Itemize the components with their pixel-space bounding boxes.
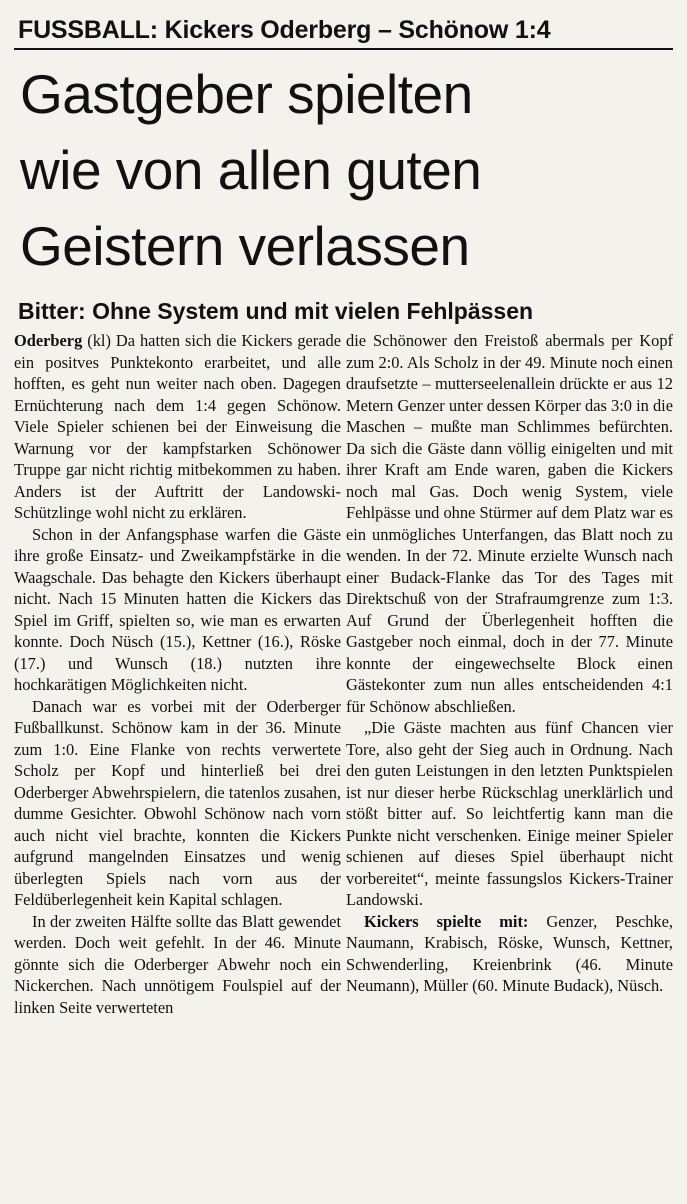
subheadline: Bitter: Ohne System und mit vielen Fehlpässen bbox=[18, 298, 534, 324]
article-body bbox=[14, 330, 673, 1018]
paragraph-1 bbox=[14, 330, 341, 524]
headline-line-3: Geistern verlassen bbox=[20, 215, 470, 277]
paragraph-3: Danach war es vorbei mit der Oderberger Fußballkunst. Schönow kam in der 36. Minute zum 1:0. Eine Flanke von rechts verwertete Scholz per Kopf und hinterließ bei drei Oderberger Abwehrspielern, die tatenlos zusahen, dumme Gesichter. Obwohl Schönow nach vorn auch nicht viel brachte, konnten die Kickers aufgrund mangelnden Einsatzes und wenig überlegten Spiels nach vorn aus der Feldüberlegenheit kein Kapital schlagen. bbox=[14, 696, 341, 909]
headline-line-2: wie von allen guten bbox=[20, 139, 482, 201]
lineup-players: Genzer, Peschke, Naumann, Krabisch, Röske, Wunsch, Kettner, Schwenderling, Kreienbrink (46. Minute Neumann), Müller (60. Minute Budack), Nüsch. bbox=[346, 911, 673, 995]
paragraph-6: „Die Gäste machten aus fünf Chancen vier Tore, also geht der Sieg auch in Ordnung. Nach den guten Leistungen in den letzten Punktspielen ist nur dieser herbe Rückschlag unerklärlich und stößt bitter auf. So leichtfertig kann man die Punkte nicht verschenken. Einige meiner Spieler schienen auf dieses Spiel überhaupt nicht vorbereitet“, meinte fassungslos Kickers-Trainer Landowski. bbox=[346, 718, 673, 909]
paragraph-5: die Schönower den Freistoß abermals per Kopf zum 2:0. Als Scholz in der 49. Minute noch einen draufsetzte – mutterseelenallein drückte er aus 12 Metern Genzer unter dessen Körper das 3:0 in die Maschen – mußte man Schlimmes befürchten. Da sich die Gäste dann völlig einigelten und mit ihrer Kraft am Ende waren, gaben die Kickers noch mal Gas. Doch wenig System, viele Fehlpässe und ohne Stürmer auf dem Platz war es ein unmögliches Unterfangen, das Blatt noch zu wenden. In der 72. Minute erzielte Wunsch nach einer Budack-Flanke das Tor des Tages mit Direktschuß von der Strafraumgrenze zum 1:3. Auf Grund der Überlegenheit hofften die Gastgeber noch einmal, doch in der 77. Minute konnte der eingewechselte Block einen Gästekonter zum nun alles entscheidenden 4:1 für Schönow abschließen. bbox=[346, 331, 673, 716]
column-left bbox=[14, 330, 341, 1018]
headline bbox=[14, 56, 673, 284]
topline: FUSSBALL: Kickers Oderberg – Schönow 1:4 bbox=[14, 14, 673, 50]
paragraph-1-text: (kl) Da hatten sich die Kickers gerade ein positves Punktekonto erarbeitet, und alle hofften, es geht nun weiter nach oben. Dagegen Ernüchterung nach dem 1:4 gegen Schönow. Viele Spieler schienen bei der Einweisung die Warnung vor der kampfstarken Schönower Truppe gar nicht richtig mitbekommen zu haben. Anders ist der Auftritt der Landowski-Schützlinge wohl nicht zu erklären. bbox=[14, 331, 341, 522]
lineup-label: Kickers spielte mit: bbox=[364, 911, 529, 931]
column-right bbox=[346, 330, 673, 1018]
dateline: Oderberg bbox=[14, 331, 83, 350]
paragraph-4: In der zweiten Hälfte sollte das Blatt gewendet werden. Doch weit gefehlt. In der 46. Minute gönnte sich die Oderberger Abwehr noch ein Nickerchen. Nach unnötigem Foulspiel auf der linken Seite verwerteten bbox=[14, 911, 341, 1017]
headline-line-1: Gastgeber spielten bbox=[20, 63, 473, 125]
paragraph-2: Schon in der Anfangsphase warfen die Gäste ihre große Einsatz- und Zweikampfstärke in die Waagschale. Das behagte den Kickers überhaupt nicht. Nach 15 Minuten hatten die Kickers das Spiel im Griff, spielten so, wie man es erwarten konnte. Doch Nüsch (15.), Kettner (16.), Röske (17.) und Wunsch (18.) nutzten ihre hochkarätigen Möglichkeiten nicht. bbox=[14, 524, 341, 694]
lineup-paragraph bbox=[346, 911, 673, 997]
